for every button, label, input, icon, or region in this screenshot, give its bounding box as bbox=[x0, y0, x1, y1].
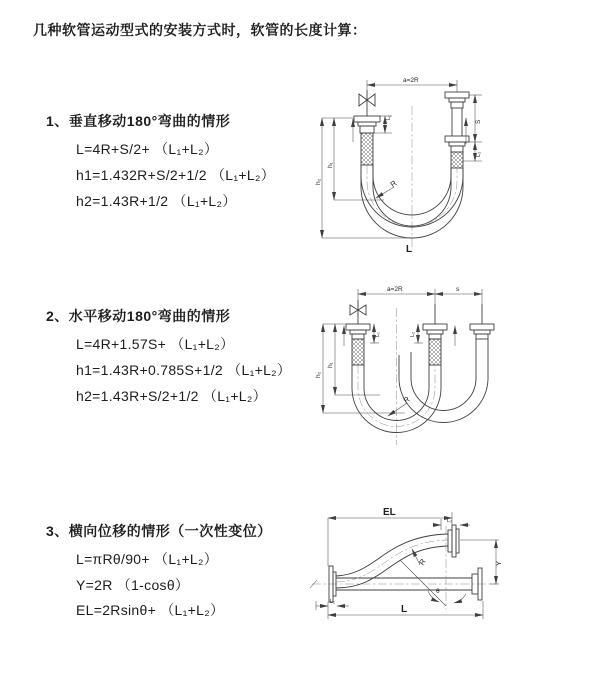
dim-label-l2: L₂ bbox=[476, 151, 482, 157]
left-pipe-flange bbox=[354, 116, 380, 165]
dimension-lines bbox=[316, 512, 499, 619]
diagram-vertical-movement-180 bbox=[310, 70, 600, 260]
dim-label-el: EL bbox=[383, 507, 396, 518]
dim-label-l: L bbox=[401, 604, 408, 615]
section-3-heading: 3、横向位移的情形（一次性变位） bbox=[46, 523, 272, 539]
dim-label-l1: L₁ bbox=[375, 332, 381, 337]
hose-u-curves bbox=[352, 339, 488, 433]
top-right-flange bbox=[448, 525, 459, 557]
dim-label-h1: h₁ bbox=[327, 362, 334, 368]
dim-label-l1: L₁ bbox=[386, 115, 392, 120]
dim-label-theta: θ bbox=[436, 588, 440, 595]
section-2-formula-h2: h2=1.43R+S/2+1/2 （L₁+L₂） bbox=[76, 388, 267, 404]
valve-icon bbox=[350, 300, 366, 324]
diagram-lateral-displacement bbox=[300, 498, 600, 673]
dim-label-r: R bbox=[401, 394, 412, 405]
dim-label-y: Y bbox=[494, 560, 503, 566]
left-pipe-flange bbox=[346, 324, 370, 365]
section-3-formula-Y: Y=2R （1-cosθ） bbox=[76, 577, 190, 593]
dim-label-l1: L₁ bbox=[330, 599, 335, 605]
section-3-formula-L: L=πRθ/90+ （L₁+L₂） bbox=[76, 551, 219, 567]
dim-label-l: L bbox=[406, 244, 413, 255]
section-2-formula-L: L=4R+1.57S+ （L₁+L₂） bbox=[76, 336, 235, 352]
valve-icon bbox=[359, 90, 375, 116]
hose-displaced-s-curve bbox=[336, 534, 448, 588]
dim-label-h2: h₂ bbox=[315, 178, 322, 185]
dim-label-h1: h₁ bbox=[327, 162, 334, 168]
section-2-formula-h1: h1=1.43R+0.785S+1/2 （L₁+L₂） bbox=[76, 362, 292, 378]
dim-label-a2r: a=2R bbox=[387, 286, 403, 293]
dim-label-a2r: a=2R bbox=[403, 77, 419, 84]
middle-pipe-flange bbox=[423, 304, 447, 365]
dim-label-s: S bbox=[475, 119, 482, 124]
dim-label-r: R bbox=[417, 557, 428, 567]
section-1-heading: 1、垂直移动180°弯曲的情形 bbox=[46, 113, 231, 129]
section-2-heading: 2、水平移动180°弯曲的情形 bbox=[46, 308, 231, 324]
dim-label-r: R bbox=[388, 178, 399, 189]
right-pipe-flange bbox=[470, 304, 494, 339]
dim-label-l2: L₂ bbox=[447, 518, 453, 524]
page-title: 几种软管运动型式的安装方式时，软管的长度计算： bbox=[33, 22, 367, 38]
section-1-formula-L: L=4R+S/2+ （L₁+L₂） bbox=[76, 141, 219, 157]
diagram-horizontal-movement-180 bbox=[310, 280, 600, 470]
section-1-formula-h1: h1=1.432R+S/2+1/2 （L₁+L₂） bbox=[76, 167, 276, 183]
dim-label-h2: h₂ bbox=[315, 371, 322, 378]
dim-label-l2: L₂ bbox=[410, 331, 416, 337]
right-pipe-flange bbox=[445, 92, 469, 168]
section-1-formula-h2: h2=1.43R+1/2 （L₁+L₂） bbox=[76, 193, 237, 209]
section-3-formula-EL: EL=2Rsinθ+ （L₁+L₂） bbox=[76, 602, 225, 618]
dim-label-s: s bbox=[456, 286, 460, 293]
